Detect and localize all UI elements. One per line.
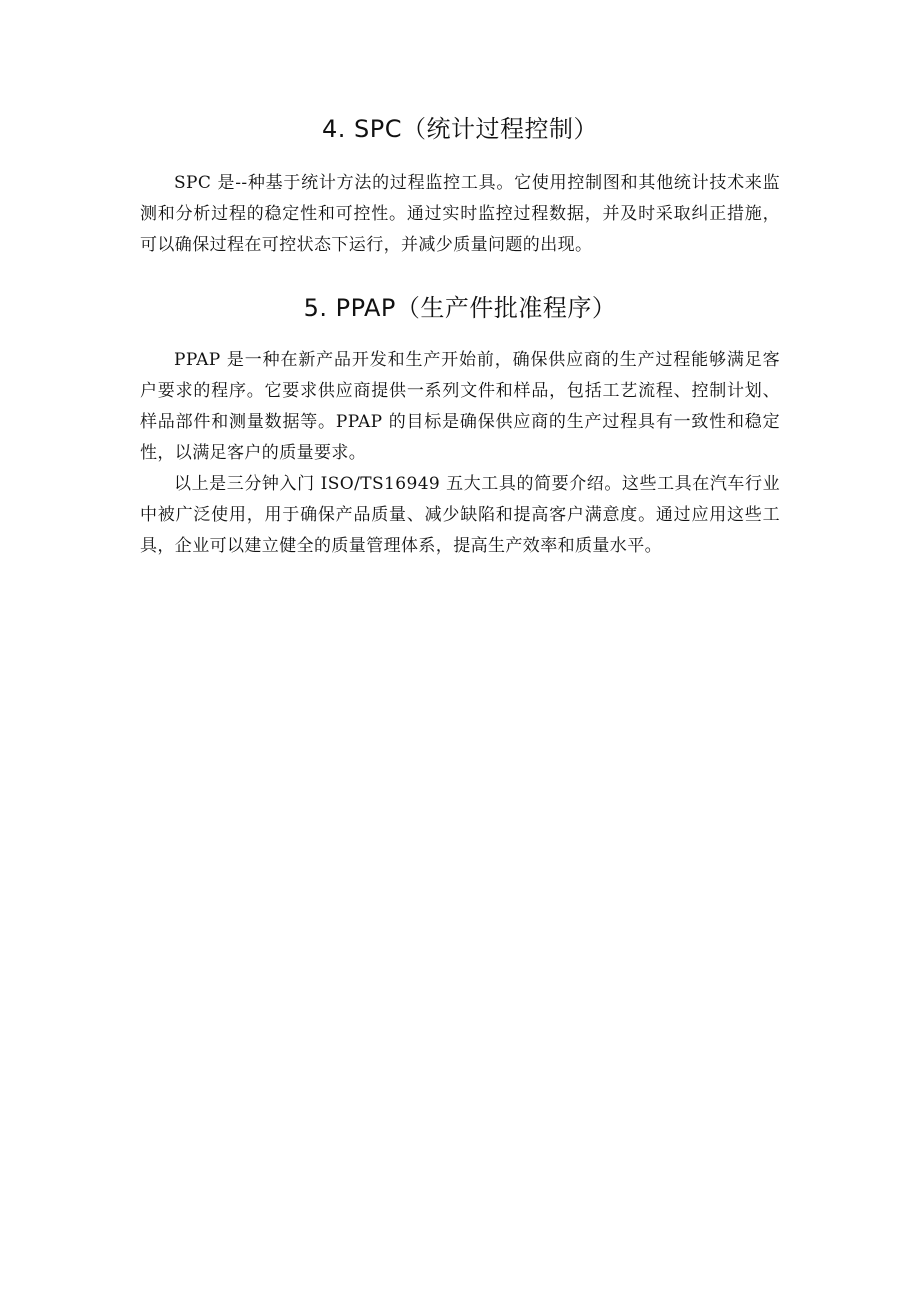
- section-heading-spc: 4. SPC（统计过程控制）: [322, 115, 598, 143]
- document-body: [140, 110, 780, 562]
- spc-paragraph: SPC 是--种基于统计方法的过程监控工具。它使用控制图和其他统计技术来监测和分析过程的稳定性和可控性。通过实时监控过程数据，并及时采取纠正措施，可以确保过程在可控状态下运行，并减少质量问题的出现。: [140, 173, 780, 255]
- section-heading-ppap: 5. PPAP（生产件批准程序）: [303, 294, 617, 322]
- summary-paragraph: 以上是三分钟入门 ISO/TS16949 五大工具的简要介绍。这些工具在汽车行业中被广泛使用，用于确保产品质量、减少缺陷和提高客户满意度。通过应用这些工具，企业可以建立健全的质量管理体系，提高生产效率和质量水平。: [140, 474, 780, 556]
- ppap-paragraph: PPAP 是一种在新产品开发和生产开始前，确保供应商的生产过程能够满足客户要求的程序。它要求供应商提供一系列文件和样品，包括工艺流程、控制计划、样品部件和测量数据等。PPAP 的目标是确保供应商的生产过程具有一致性和稳定性，以满足客户的质量要求。: [140, 350, 780, 463]
